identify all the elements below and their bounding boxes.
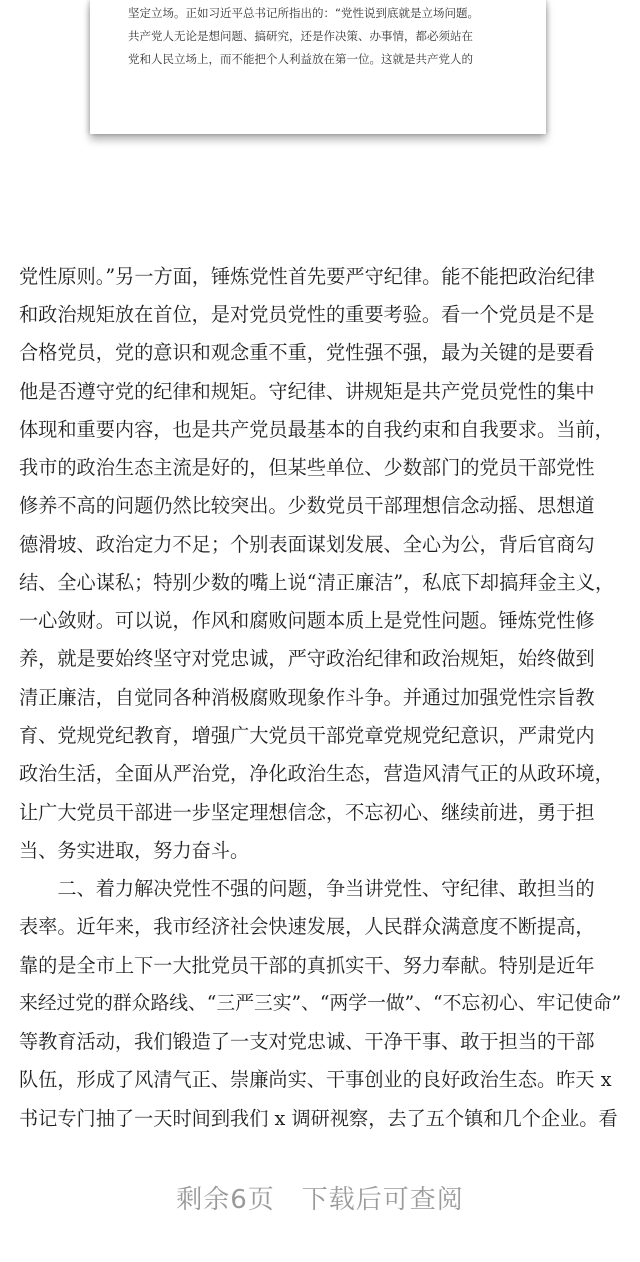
paragraph-line: 政治生活，全面从严治党，净化政治生态，营造风清气正的从政环境，: [19, 762, 614, 785]
paragraph-line: 他是否遵守党的纪律和规矩。守纪律、讲规矩是共产党员党性的集中: [19, 380, 595, 403]
paragraph-line: 德滑坡、政治定力不足；个别表面谋划发展、全心为公，背后官商勾: [19, 533, 595, 556]
paragraph-line: 我市的政治生态主流是好的，但某些单位、少数部门的党员干部党性: [19, 456, 595, 479]
paragraph-line: 让广大党员干部进一步坚定理想信念，不忘初心、继续前进，勇于担: [19, 801, 595, 824]
paragraph-line: 队伍，形成了风清气正、崇廉尚实、干事创业的良好政治生态。昨天 x: [19, 1068, 612, 1091]
preview-line: 共产党人无论是想问题、搞研究，还是作决策、办事情，都必须站在: [128, 29, 473, 43]
remaining-pages-banner[interactable]: 剩余6页 下载后可查阅: [176, 1185, 464, 1215]
paragraph-line: 来经过党的群众路线、“三严三实”、“两学一做”、“不忘初心、牢记使命”: [19, 993, 622, 1014]
paragraph-line: 清正廉洁，自觉同各种消极腐败现象作斗争。并通过加强党性宗旨教: [19, 686, 595, 709]
paragraph-line: 体现和重要内容，也是共产党员最基本的自我约束和自我要求。当前，: [19, 418, 614, 441]
paragraph-line: 二、着力解决党性不强的问题，争当讲党性、守纪律、敢担当的: [19, 877, 595, 900]
paragraph-line: 党性原则。”另一方面，锤炼党性首先要严守纪律。能不能把政治纪律: [19, 265, 595, 288]
paragraph-line: 修养不高的问题仍然比较突出。少数党员干部理想信念动摇、思想道: [19, 494, 595, 517]
paragraph-line: 表率。近年来，我市经济社会快速发展，人民群众满意度不断提高，: [19, 915, 595, 938]
paragraph-line: 一心敛财。可以说，作风和腐败问题本质上是党性问题。锤炼党性修: [19, 609, 595, 632]
preview-line: 坚定立场。正如习近平总书记所指出的：“党性说到底就是立场问题。: [128, 6, 479, 20]
paragraph-line: 结、全心谋私；特别少数的嘴上说“清正廉洁”，私底下却搞拜金主义，: [19, 571, 615, 594]
paragraph-line: 书记专门抽了一天时间到我们 x 调研视察，去了五个镇和几个企业。看: [19, 1107, 618, 1130]
preview-page-card: [90, 0, 546, 134]
paragraph-line: 养，就是要始终坚守对党忠诚，严守政治纪律和政治规矩，始终做到: [19, 647, 595, 670]
paragraph-line: 合格党员，党的意识和观念重不重，党性强不强，最为关键的是要看: [19, 341, 595, 364]
paragraph-line: 和政治规矩放在首位，是对党员党性的重要考验。看一个党员是不是: [19, 303, 595, 326]
paragraph-line: 育、党规党纪教育，增强广大党员干部党章党规党纪意识，严肃党内: [19, 724, 595, 747]
preview-line: 党和人民立场上，而不能把个人利益放在第一位。这就是共产党人的: [128, 52, 473, 66]
paragraph-line: 等教育活动，我们锻造了一支对党忠诚、干净干事、敢于担当的干部: [19, 1030, 595, 1053]
paragraph-line: 靠的是全市上下一大批党员干部的真抓实干、努力奉献。特别是近年: [19, 954, 595, 977]
paragraph-line: 当、务实进取，努力奋斗。: [19, 839, 250, 862]
